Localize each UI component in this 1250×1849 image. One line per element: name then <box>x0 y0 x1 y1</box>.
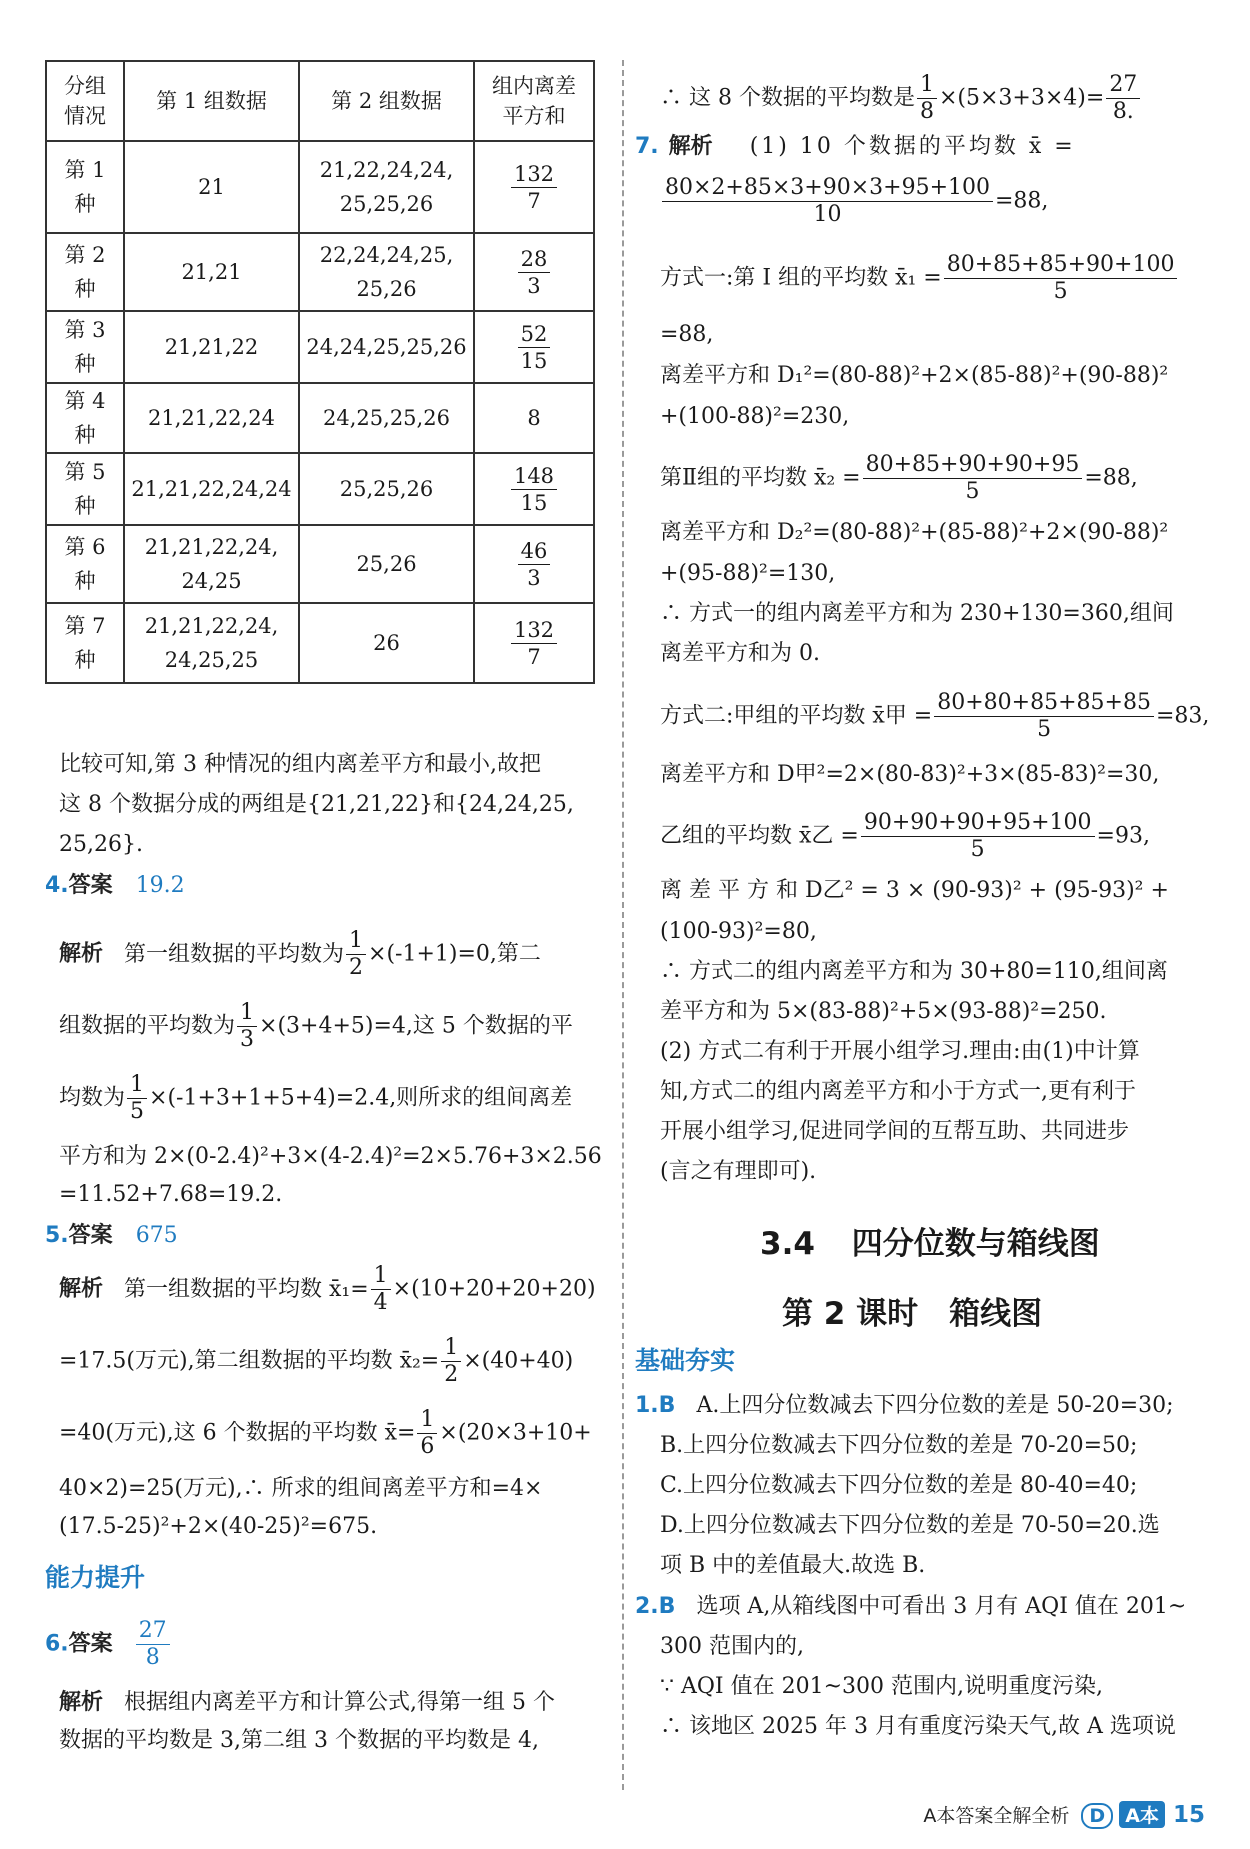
section-heading-jichu: 基础夯实 <box>635 1346 736 1375</box>
q6-continued-line <box>660 72 1142 125</box>
q4-line <box>59 1000 573 1053</box>
frac-num: 52 <box>518 321 551 348</box>
frac-num: 1 <box>127 1072 147 1099</box>
q5-number: 5. <box>45 1223 69 1248</box>
q2-number: 2.B <box>635 1594 676 1619</box>
text: ×(40+40) <box>463 1348 574 1374</box>
frac-num: 80+85+90+90+95 <box>863 452 1083 479</box>
row-label: 第 1 种 <box>46 141 124 233</box>
fraction <box>1106 72 1140 125</box>
frac-den: 5 <box>130 1099 145 1124</box>
table-row <box>46 383 594 453</box>
q5-line <box>59 1407 592 1460</box>
table-row <box>46 603 594 683</box>
analysis-label: 解析 <box>668 134 713 159</box>
q7-line: (2) 方式二有利于开展小组学习.理由:由(1)中计算 <box>660 1039 1140 1064</box>
text: ×(-1+1)=0,第二 <box>368 941 541 967</box>
q5-line <box>59 1263 596 1316</box>
table-header: 第 1 组数据 <box>124 61 299 141</box>
fraction <box>662 175 993 228</box>
text: =88, <box>995 188 1049 214</box>
frac-den: 3 <box>527 565 541 590</box>
analysis-label: 解析 <box>59 1690 104 1715</box>
sum-cell <box>474 311 594 383</box>
frac-num: 28 <box>518 246 551 273</box>
q1-line: B.上四分位数减去下四分位数的差是 70-20=50; <box>660 1433 1138 1458</box>
analysis-label: 解析 <box>59 941 104 967</box>
text: ×(20×3+10+ <box>439 1420 592 1446</box>
q4-line: =11.52+7.68=19.2. <box>59 1182 283 1207</box>
group2-cell: 21,22,24,24, 25,25,26 <box>299 141 474 233</box>
q7-line: (言之有理即可). <box>660 1159 817 1184</box>
q7-line: 离差平方和 D甲²=2×(80-83)²+3×(85-83)²=30, <box>660 762 1160 787</box>
table-header: 分组 情况 <box>46 61 124 141</box>
q7-line <box>660 810 1150 863</box>
table-row <box>46 453 594 525</box>
sum-cell <box>474 525 594 603</box>
table-row <box>46 141 594 233</box>
q7-line <box>660 690 1209 743</box>
q5-answer: 675 <box>135 1223 178 1248</box>
frac-den: 8 <box>145 1645 160 1670</box>
q7-line: =88, <box>660 322 714 347</box>
text: ×(10+20+20+20) <box>392 1276 596 1302</box>
group2-cell: 26 <box>299 603 474 683</box>
text: =88, <box>1084 465 1138 491</box>
table-header-row <box>46 61 594 141</box>
fraction <box>863 452 1083 505</box>
section-title <box>760 1218 1100 1263</box>
frac-den: 15 <box>520 490 548 515</box>
text: ∴ 这 8 个数据的平均数是 <box>660 85 915 111</box>
frac-num: 148 <box>511 463 557 490</box>
q7-line: 离差平方和为 0. <box>660 641 820 666</box>
frac-den: 5 <box>970 837 985 862</box>
text: =93, <box>1096 823 1150 849</box>
q1-line: 项 B 中的差值最大.故选 B. <box>660 1553 926 1578</box>
fraction <box>417 1407 437 1460</box>
q7-line <box>660 175 1048 228</box>
q6-answer-line <box>45 1618 172 1671</box>
table-row <box>46 311 594 383</box>
q7-number: 7. <box>635 134 659 159</box>
q7-line: 离差平方和 D₁²=(80-88)²+2×(85-88)²+(90-88)² <box>660 363 1169 388</box>
q7-line <box>660 452 1138 505</box>
section-number: 3.4 <box>760 1226 815 1262</box>
frac-num: 27 <box>136 1618 170 1645</box>
text: 第一组数据的平均数为 <box>124 941 345 967</box>
fraction <box>861 810 1095 863</box>
q4-line: 平方和为 2×(0-2.4)²+3×(4-2.4)²=2×5.76+3×2.56 <box>59 1144 602 1169</box>
frac-num: 80+85+85+90+100 <box>944 252 1178 279</box>
q6-line <box>59 1686 555 1720</box>
group2-cell: 24,24,25,25,26 <box>299 311 474 383</box>
q2-line <box>635 1590 1186 1624</box>
text: 根据组内离差平方和计算公式,得第一组 5 个 <box>124 1690 555 1715</box>
analysis-label: 解析 <box>59 1276 104 1302</box>
sum-cell <box>474 233 594 311</box>
frac-num: 1 <box>237 1000 257 1027</box>
group1-cell: 21,21 <box>124 233 299 311</box>
fraction <box>127 1072 147 1125</box>
text: 方式一:第 Ⅰ 组的平均数 x̄₁ = <box>660 265 942 291</box>
frac-num: 1 <box>346 928 366 955</box>
section-heading-nengli: 能力提升 <box>45 1563 146 1592</box>
frac-den: 8. <box>1112 99 1134 124</box>
frac-den: 8 <box>919 99 934 124</box>
text: 均数为 <box>59 1085 126 1111</box>
q1-line <box>635 1389 1174 1423</box>
table-row <box>46 525 594 603</box>
fraction <box>346 928 366 981</box>
table-header: 第 2 组数据 <box>299 61 474 141</box>
group1-cell: 21,21,22 <box>124 311 299 383</box>
group1-cell: 21 <box>124 141 299 233</box>
text: ×(-1+3+1+5+4)=2.4,则所求的组间离差 <box>149 1085 573 1111</box>
q7-line <box>660 252 1179 305</box>
frac-num: 80+80+85+85+85 <box>934 690 1154 717</box>
frac-num: 1 <box>417 1407 437 1434</box>
lesson-title: 第 2 课时 箱线图 <box>782 1296 1043 1332</box>
q1-line: D.上四分位数减去下四分位数的差是 70-50=20.选 <box>660 1513 1160 1538</box>
compare-line: 比较可知,第 3 种情况的组内离差平方和最小,故把 <box>59 752 541 777</box>
frac-num: 80×2+85×3+90×3+95+100 <box>662 175 993 202</box>
fraction <box>237 1000 257 1053</box>
q1-line: C.上四分位数减去下四分位数的差是 80-40=40; <box>660 1473 1138 1498</box>
fraction <box>371 1263 391 1316</box>
text: 第Ⅱ组的平均数 x̄₂ = <box>660 465 861 491</box>
text: ×(5×3+3×4)= <box>938 85 1105 111</box>
frac-den: 15 <box>520 348 548 373</box>
footer-text: A本答案全解全析 <box>923 1805 1070 1827</box>
q7-line: 开展小组学习,促进同学间的互帮互助、共同进步 <box>660 1119 1129 1144</box>
frac-den: 10 <box>813 202 842 227</box>
q4-number: 4. <box>45 873 69 898</box>
frac-num: 132 <box>511 617 557 644</box>
sum-cell <box>474 141 594 233</box>
column-divider <box>622 60 624 1790</box>
q6-line: 数据的平均数是 3,第二组 3 个数据的平均数是 4, <box>59 1728 539 1753</box>
table-header: 组内离差 平方和 <box>474 61 594 141</box>
frac-den: 3 <box>240 1027 255 1052</box>
group2-cell: 22,24,24,25, 25,26 <box>299 233 474 311</box>
q4-line <box>59 1072 572 1125</box>
sum-cell <box>474 453 594 525</box>
q2-line: ∴ 该地区 2025 年 3 月有重度污染天气,故 A 选项说 <box>660 1714 1176 1739</box>
group1-cell: 21,21,22,24, 24,25,25 <box>124 603 299 683</box>
frac-den: 2 <box>444 1362 459 1387</box>
group2-cell: 25,26 <box>299 525 474 603</box>
frac-num: 46 <box>518 538 551 565</box>
frac-den: 2 <box>349 955 364 980</box>
q6-number: 6. <box>45 1631 69 1657</box>
frac-num: 90+90+90+95+100 <box>861 810 1095 837</box>
text: 方式二:甲组的平均数 x̄甲 = <box>660 703 933 729</box>
frac-num: 1 <box>371 1263 391 1290</box>
q5-line: (17.5-25)²+2×(40-25)²=675. <box>59 1514 378 1539</box>
page-footer <box>923 1801 1205 1829</box>
q7-line: 离差平方和 D₂²=(80-88)²+(85-88)²+2×(90-88)² <box>660 520 1169 545</box>
q2-line: ∵ AQI 值在 201~300 范围内,说明重度污染, <box>660 1674 1103 1699</box>
sum-cell <box>474 603 594 683</box>
q2-line: 300 范围内的, <box>660 1634 804 1659</box>
text: 选项 A,从箱线图中可看出 3 月有 AQI 值在 201~ <box>696 1594 1187 1619</box>
frac-den: 7 <box>527 188 541 213</box>
text: 第一组数据的平均数 x̄₁= <box>124 1276 369 1302</box>
compare-line: 这 8 个数据分成的两组是{21,21,22}和{24,24,25, <box>59 792 574 817</box>
fraction <box>934 690 1154 743</box>
text: 组数据的平均数为 <box>59 1013 236 1039</box>
sum-cell: 8 <box>474 383 594 453</box>
group1-cell: 21,21,22,24 <box>124 383 299 453</box>
frac-den: 7 <box>527 644 541 669</box>
table-row <box>46 233 594 311</box>
q5-line: 40×2)=25(万元),∴ 所求的组间离差平方和=4× <box>59 1476 543 1501</box>
row-label: 第 2 种 <box>46 233 124 311</box>
q7-line <box>635 130 1076 164</box>
text: =40(万元),这 6 个数据的平均数 x̄= <box>59 1420 416 1446</box>
frac-den: 4 <box>373 1290 388 1315</box>
fraction <box>441 1335 461 1388</box>
row-label: 第 5 种 <box>46 453 124 525</box>
q7-line: (100-93)²=80, <box>660 919 817 944</box>
book-badge: A本 <box>1119 1801 1165 1828</box>
section-name: 四分位数与箱线图 <box>851 1226 1100 1262</box>
q7-line: 差平方和为 5×(83-88)²+5×(93-88)²=250. <box>660 999 1107 1024</box>
group2-cell: 25,25,26 <box>299 453 474 525</box>
frac-num: 1 <box>917 72 937 99</box>
q7-line: 知,方式二的组内离差平方和小于方式一,更有利于 <box>660 1079 1136 1104</box>
edition-badge: D <box>1081 1803 1113 1829</box>
text: =83, <box>1155 703 1210 729</box>
q7-line: +(100-88)²=230, <box>660 404 850 429</box>
answer-label: 答案 <box>68 1631 113 1657</box>
q7-line: ∴ 方式一的组内离差平方和为 230+130=360,组间 <box>660 601 1174 626</box>
q7-line: 离 差 平 方 和 D乙² = 3 × (90-93)² + (95-93)² + <box>660 878 1169 903</box>
answer-label: 答案 <box>68 1223 113 1248</box>
frac-num: 132 <box>511 161 557 188</box>
q4-answer-line <box>45 869 185 903</box>
text: A.上四分位数减去下四分位数的差是 50-20=30; <box>696 1393 1174 1418</box>
row-label: 第 3 种 <box>46 311 124 383</box>
frac-den: 6 <box>420 1434 435 1459</box>
row-label: 第 7 种 <box>46 603 124 683</box>
fraction <box>944 252 1178 305</box>
fraction <box>917 72 937 125</box>
q6-answer <box>136 1618 170 1671</box>
q5-line <box>59 1335 573 1388</box>
text: 乙组的平均数 x̄乙 = <box>660 823 859 849</box>
q7-line: +(95-88)²=130, <box>660 561 836 586</box>
text: ×(3+4+5)=4,这 5 个数据的平 <box>259 1013 573 1039</box>
q7-line: ∴ 方式二的组内离差平方和为 30+80=110,组间离 <box>660 959 1168 984</box>
frac-num: 27 <box>1106 72 1140 99</box>
frac-den: 3 <box>527 273 541 298</box>
text: =17.5(万元),第二组数据的平均数 x̄₂= <box>59 1348 440 1374</box>
q4-line <box>59 928 541 981</box>
group1-cell: 21,21,22,24, 24,25 <box>124 525 299 603</box>
frac-den: 5 <box>1037 717 1052 742</box>
compare-line: 25,26}. <box>59 832 143 857</box>
answer-label: 答案 <box>68 873 113 898</box>
group1-cell: 21,21,22,24,24 <box>124 453 299 525</box>
page-number: 15 <box>1172 1802 1205 1828</box>
group2-cell: 24,25,25,26 <box>299 383 474 453</box>
frac-den: 5 <box>1053 279 1068 304</box>
grouping-table <box>45 60 595 684</box>
text: (1) 10 个数据的平均数 x̄ = <box>749 134 1076 159</box>
row-label: 第 6 种 <box>46 525 124 603</box>
q4-answer: 19.2 <box>135 873 185 898</box>
q5-answer-line <box>45 1219 178 1253</box>
q1-number: 1.B <box>635 1393 676 1418</box>
row-label: 第 4 种 <box>46 383 124 453</box>
frac-den: 5 <box>965 479 980 504</box>
frac-num: 1 <box>441 1335 461 1362</box>
